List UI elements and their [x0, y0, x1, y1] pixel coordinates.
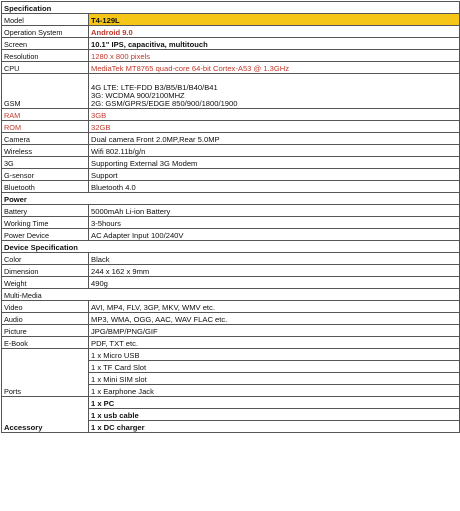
table-row	[2, 50, 460, 62]
table-row	[2, 217, 460, 229]
port-item: 1 x Earphone Jack	[89, 385, 460, 397]
row-label: Working Time	[2, 217, 89, 229]
row-label: Model	[2, 14, 89, 26]
row-label: ROM	[2, 121, 89, 133]
row-label: Operation System	[2, 26, 89, 38]
working-time-value: 3-5hours	[89, 217, 460, 229]
table-row	[2, 289, 460, 301]
table-row	[2, 38, 460, 50]
table-row	[2, 109, 460, 121]
row-label: G-sensor	[2, 169, 89, 181]
row-label: Audio	[2, 313, 89, 325]
gsensor-value: Support	[89, 169, 460, 181]
screen-value: 10.1" IPS, capacitiva, multitouch	[89, 38, 460, 50]
cpu-value: MediaTek MT8765 quad-core 64-bit Cortex-A53 @ 1.3GHz	[89, 62, 460, 74]
row-label: Video	[2, 301, 89, 313]
table-row	[2, 121, 460, 133]
row-label: Camera	[2, 133, 89, 145]
row-label: Weight	[2, 277, 89, 289]
table-row	[2, 62, 460, 74]
row-label: Battery	[2, 205, 89, 217]
model-value: T4-129L	[89, 14, 460, 26]
port-item: 1 x Mini SIM slot	[89, 373, 460, 385]
row-label: Power Device	[2, 229, 89, 241]
table-row	[2, 265, 460, 277]
rom-value: 32GB	[89, 121, 460, 133]
gsm-value	[89, 74, 460, 109]
dimension-value: 244 x 162 x 9mm	[89, 265, 460, 277]
table-row	[2, 325, 460, 337]
table-row	[2, 169, 460, 181]
color-value: Black	[89, 253, 460, 265]
table-row	[2, 337, 460, 349]
row-label: Bluetooth	[2, 181, 89, 193]
table-row	[2, 26, 460, 38]
row-label: GSM	[2, 74, 89, 109]
picture-value: JPG/BMP/PNG/GIF	[89, 325, 460, 337]
row-label: RAM	[2, 109, 89, 121]
table-row	[2, 14, 460, 26]
table-row	[2, 397, 460, 409]
gsm-line: 4G LTE: LTE-FDD B3/B5/B1/B40/B41	[91, 83, 218, 92]
accessory-item: 1 x usb cable	[89, 409, 460, 421]
os-value: Android 9.0	[89, 26, 460, 38]
table-row	[2, 229, 460, 241]
table-row	[2, 205, 460, 217]
spec-table	[1, 1, 460, 433]
ebook-value: PDF, TXT etc.	[89, 337, 460, 349]
port-item: 1 x TF Card Slot	[89, 361, 460, 373]
wireless-value: Wifi 802.11b/g/n	[89, 145, 460, 157]
weight-value: 490g	[89, 277, 460, 289]
row-label: 3G	[2, 157, 89, 169]
multimedia-section-title: Multi-Media	[2, 289, 460, 301]
table-row	[2, 277, 460, 289]
3g-value: Supporting External 3G Modem	[89, 157, 460, 169]
table-row	[2, 241, 460, 253]
table-row	[2, 193, 460, 205]
table-row	[2, 181, 460, 193]
table-row	[2, 2, 460, 14]
battery-value: 5000mAh Li-ion Battery	[89, 205, 460, 217]
row-label: Accessory	[2, 397, 89, 433]
row-label: Resolution	[2, 50, 89, 62]
camera-value: Dual camera Front 2.0MP,Rear 5.0MP	[89, 133, 460, 145]
gsm-line: 2G: GSM/GPRS/EDGE 850/900/1800/1900	[91, 99, 238, 108]
accessory-item: 1 x DC charger	[89, 421, 460, 433]
video-value: AVI, MP4, FLV, 3GP, MKV, WMV etc.	[89, 301, 460, 313]
table-row	[2, 301, 460, 313]
gsm-line: 3G: WCDMA 900/2100MHZ	[91, 91, 185, 100]
ram-value: 3GB	[89, 109, 460, 121]
table-row	[2, 157, 460, 169]
row-label: Wireless	[2, 145, 89, 157]
row-label: Color	[2, 253, 89, 265]
table-row	[2, 145, 460, 157]
power-device-value: AC Adapter Input 100/240V	[89, 229, 460, 241]
table-row	[2, 74, 460, 109]
audio-value: MP3, WMA, OGG, AAC, WAV FLAC etc.	[89, 313, 460, 325]
bluetooth-value: Bluetooth 4.0	[89, 181, 460, 193]
row-label: CPU	[2, 62, 89, 74]
spec-title: Specification	[2, 2, 460, 14]
row-label: E-Book	[2, 337, 89, 349]
row-label: Ports	[2, 349, 89, 397]
table-row	[2, 133, 460, 145]
table-row	[2, 349, 460, 361]
row-label: Dimension	[2, 265, 89, 277]
resolution-value: 1280 x 800 pixels	[89, 50, 460, 62]
table-row	[2, 253, 460, 265]
device-section-title: Device Specification	[2, 241, 460, 253]
port-item: 1 x Micro USB	[89, 349, 460, 361]
row-label: Screen	[2, 38, 89, 50]
table-row	[2, 313, 460, 325]
accessory-item: 1 x PC	[89, 397, 460, 409]
row-label: Picture	[2, 325, 89, 337]
power-section-title: Power	[2, 193, 460, 205]
